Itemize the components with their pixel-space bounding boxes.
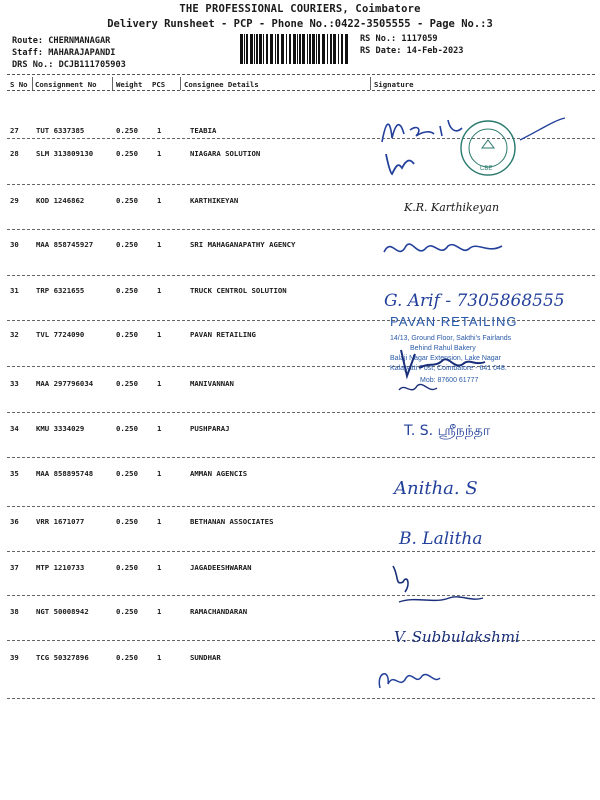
row-consignee: SRI MAHAGANAPATHY AGENCY xyxy=(190,240,296,249)
row-consignee: SUNDHAR xyxy=(190,653,221,662)
row-consignment-number: SLM 313809130 xyxy=(36,149,94,158)
barcode-bar xyxy=(307,34,308,64)
signature-row32 xyxy=(385,340,505,410)
signature-row35 xyxy=(390,470,510,505)
row-pcs: 1 xyxy=(157,469,162,478)
barcode-bar xyxy=(263,34,264,64)
barcode-bar xyxy=(299,34,301,64)
col-header-sno: S No xyxy=(10,80,28,89)
row-sno: 31 xyxy=(10,286,19,295)
row-consignment-number: KOD 1246862 xyxy=(36,196,85,205)
row-pcs: 1 xyxy=(157,330,162,339)
row-sno: 39 xyxy=(10,653,19,662)
row-consignment-number: MAA 858895748 xyxy=(36,469,94,478)
row-consignee: BETHANAN ASSOCIATES xyxy=(190,517,274,526)
row-divider xyxy=(7,412,595,413)
row-sno: 30 xyxy=(10,240,19,249)
row-weight: 0.250 xyxy=(116,149,138,158)
row-consignment-number: KMU 3334029 xyxy=(36,424,85,433)
row-consignee: PUSHPARAJ xyxy=(190,424,230,433)
row-sno: 28 xyxy=(10,149,19,158)
barcode-bar xyxy=(240,34,243,64)
barcode-bar xyxy=(266,34,268,64)
row-weight: 0.250 xyxy=(116,607,138,616)
barcode-bar xyxy=(250,34,253,64)
row-pcs: 1 xyxy=(157,653,162,662)
signature-row30 xyxy=(378,232,528,267)
barcode xyxy=(240,34,350,64)
row-pcs: 1 xyxy=(157,517,162,526)
col-divider xyxy=(112,77,113,90)
barcode-bar xyxy=(338,34,339,64)
row-consignment-number: NGT 50008942 xyxy=(36,607,89,616)
svg-text:14/13, Ground Floor, Sakthi's: 14/13, Ground Floor, Sakthi's Fairlands xyxy=(390,335,512,342)
svg-text:V. Subbulakshmi: V. Subbulakshmi xyxy=(394,628,520,646)
row-pcs: 1 xyxy=(157,286,162,295)
row-sno: 35 xyxy=(10,469,19,478)
row-consignee: KARTHIKEYAN xyxy=(190,196,239,205)
col-divider xyxy=(32,77,33,90)
signature-row29 xyxy=(400,195,550,220)
row-weight: 0.250 xyxy=(116,517,138,526)
signature-row38 xyxy=(390,620,550,650)
row-sno: 36 xyxy=(10,517,19,526)
runsheet-subtitle: Delivery Runsheet - PCP - Phone No.:0422-3505555 - Page No.:3 xyxy=(107,18,493,30)
row-consignee: PAVAN RETAILING xyxy=(190,330,256,339)
row-weight: 0.250 xyxy=(116,379,138,388)
header-divider xyxy=(7,74,595,75)
barcode-bar xyxy=(330,34,332,64)
drs-number: DRS No.: DCJB111705903 xyxy=(12,60,126,70)
row-consignment-number: TUT 6337385 xyxy=(36,126,85,135)
barcode-bar xyxy=(246,34,248,64)
row-pcs: 1 xyxy=(157,240,162,249)
row-divider xyxy=(7,229,595,230)
row-pcs: 1 xyxy=(157,607,162,616)
row-consignment-number: TRP 6321655 xyxy=(36,286,85,295)
row-sno: 38 xyxy=(10,607,19,616)
barcode-bar xyxy=(302,34,305,64)
row-divider xyxy=(7,184,595,185)
col-header-weight: Weight xyxy=(116,80,143,89)
row-weight: 0.250 xyxy=(116,196,138,205)
row-consignment-number: MAA 858745927 xyxy=(36,240,94,249)
barcode-bar xyxy=(270,34,273,64)
barcode-bar xyxy=(312,34,315,64)
document-title: THE PROFESSIONAL COURIERS, Coimbatore xyxy=(179,3,421,15)
col-header-consignee: Consignee Details xyxy=(184,80,259,89)
svg-text:K.R. Karthikeyan: K.R. Karthikeyan xyxy=(404,201,500,214)
row-weight: 0.250 xyxy=(116,563,138,572)
row-weight: 0.250 xyxy=(116,330,138,339)
row-pcs: 1 xyxy=(157,196,162,205)
row-sno: 37 xyxy=(10,563,19,572)
barcode-bar xyxy=(327,34,328,64)
row-consignee: JAGADEESHWARAN xyxy=(190,563,252,572)
row-pcs: 1 xyxy=(157,379,162,388)
row-weight: 0.250 xyxy=(116,286,138,295)
barcode-bar xyxy=(293,34,296,64)
rs-date: RS Date: 14-Feb-2023 xyxy=(360,46,464,56)
svg-text:Anitha. S: Anitha. S xyxy=(394,478,478,499)
row-consignee: NIAGARA SOLUTION xyxy=(190,149,261,158)
signature-row39 xyxy=(372,662,452,702)
row-consignee: MANIVANNAN xyxy=(190,379,234,388)
barcode-bar xyxy=(277,34,279,64)
row-sno: 33 xyxy=(10,379,19,388)
row-divider xyxy=(7,457,595,458)
svg-text:PAVAN RETAILING: PAVAN RETAILING xyxy=(390,314,518,329)
row-pcs: 1 xyxy=(157,126,162,135)
col-divider xyxy=(180,77,181,90)
row-weight: 0.250 xyxy=(116,126,138,135)
row-weight: 0.250 xyxy=(116,424,138,433)
barcode-bar xyxy=(341,34,343,64)
barcode-bar xyxy=(345,34,348,64)
barcode-bar xyxy=(275,34,276,64)
barcode-bar xyxy=(289,34,291,64)
barcode-bar xyxy=(286,34,287,64)
row-sno: 32 xyxy=(10,330,19,339)
col-header-consignment: Consignment No xyxy=(35,80,97,89)
row-weight: 0.250 xyxy=(116,469,138,478)
col-header-pcs: PCS xyxy=(152,80,166,89)
barcode-bar xyxy=(322,34,325,64)
row-sno: 34 xyxy=(10,424,19,433)
signature-row28 xyxy=(380,150,450,180)
svg-text:Behind Rahul Bakery: Behind Rahul Bakery xyxy=(410,345,476,352)
svg-text:Balaji Nagar Extension, Lake N: Balaji Nagar Extension, Lake Nagar xyxy=(390,355,501,362)
row-pcs: 1 xyxy=(157,563,162,572)
barcode-bar xyxy=(256,34,258,64)
header-bottom-divider xyxy=(7,90,595,91)
barcode-bar xyxy=(309,34,311,64)
barcode-bar xyxy=(318,34,320,64)
col-header-signature: Signature xyxy=(374,80,414,89)
row-sno: 29 xyxy=(10,196,19,205)
svg-text:B. Lalitha: B. Lalitha xyxy=(399,529,483,549)
row-divider xyxy=(7,506,595,507)
row-consignment-number: TVL 7724090 xyxy=(36,330,85,339)
col-divider xyxy=(370,77,371,90)
svg-text:CBE: CBE xyxy=(480,166,493,172)
row-pcs: 1 xyxy=(157,424,162,433)
row-consignee: TEABIA xyxy=(190,126,217,135)
svg-text:T. S. ஸ்ரீநந்தா: T. S. ஸ்ரீநந்தா xyxy=(404,423,491,439)
row-consignment-number: MTP 1210733 xyxy=(36,563,85,572)
row-consignment-number: TCG 50327896 xyxy=(36,653,89,662)
row-divider xyxy=(7,698,595,699)
row-sno: 27 xyxy=(10,126,19,135)
svg-text:Kalapatti Post, Coimbatore - 6: Kalapatti Post, Coimbatore - 641 048. xyxy=(390,365,507,372)
signature-row34 xyxy=(400,415,550,445)
barcode-bar xyxy=(297,34,298,64)
barcode-bar xyxy=(316,34,317,64)
rs-number: RS No.: 1117059 xyxy=(360,34,438,44)
row-divider xyxy=(7,275,595,276)
signature-row36 xyxy=(395,520,545,555)
barcode-bar xyxy=(244,34,245,64)
signature-row37 xyxy=(385,560,535,610)
row-consignment-number: VRR 1671077 xyxy=(36,517,85,526)
barcode-bar xyxy=(333,34,336,64)
staff-label: Staff: MAHARAJAPANDI xyxy=(12,48,116,58)
svg-text:G. Arif - 7305868555: G. Arif - 7305868555 xyxy=(384,291,565,311)
row-weight: 0.250 xyxy=(116,240,138,249)
row-pcs: 1 xyxy=(157,149,162,158)
barcode-bar xyxy=(254,34,255,64)
row-weight: 0.250 xyxy=(116,653,138,662)
route-label: Route: CHERNMANAGAR xyxy=(12,36,111,46)
row-consignee: TRUCK CENTROL SOLUTION xyxy=(190,286,287,295)
svg-text:Mob: 87600 61777: Mob: 87600 61777 xyxy=(420,377,479,384)
barcode-bar xyxy=(281,34,284,64)
row-consignee: AMMAN AGENCIS xyxy=(190,469,248,478)
barcode-bar xyxy=(259,34,262,64)
row-consignee: RAMACHANDARAN xyxy=(190,607,248,616)
row-consignment-number: MAA 297796034 xyxy=(36,379,94,388)
